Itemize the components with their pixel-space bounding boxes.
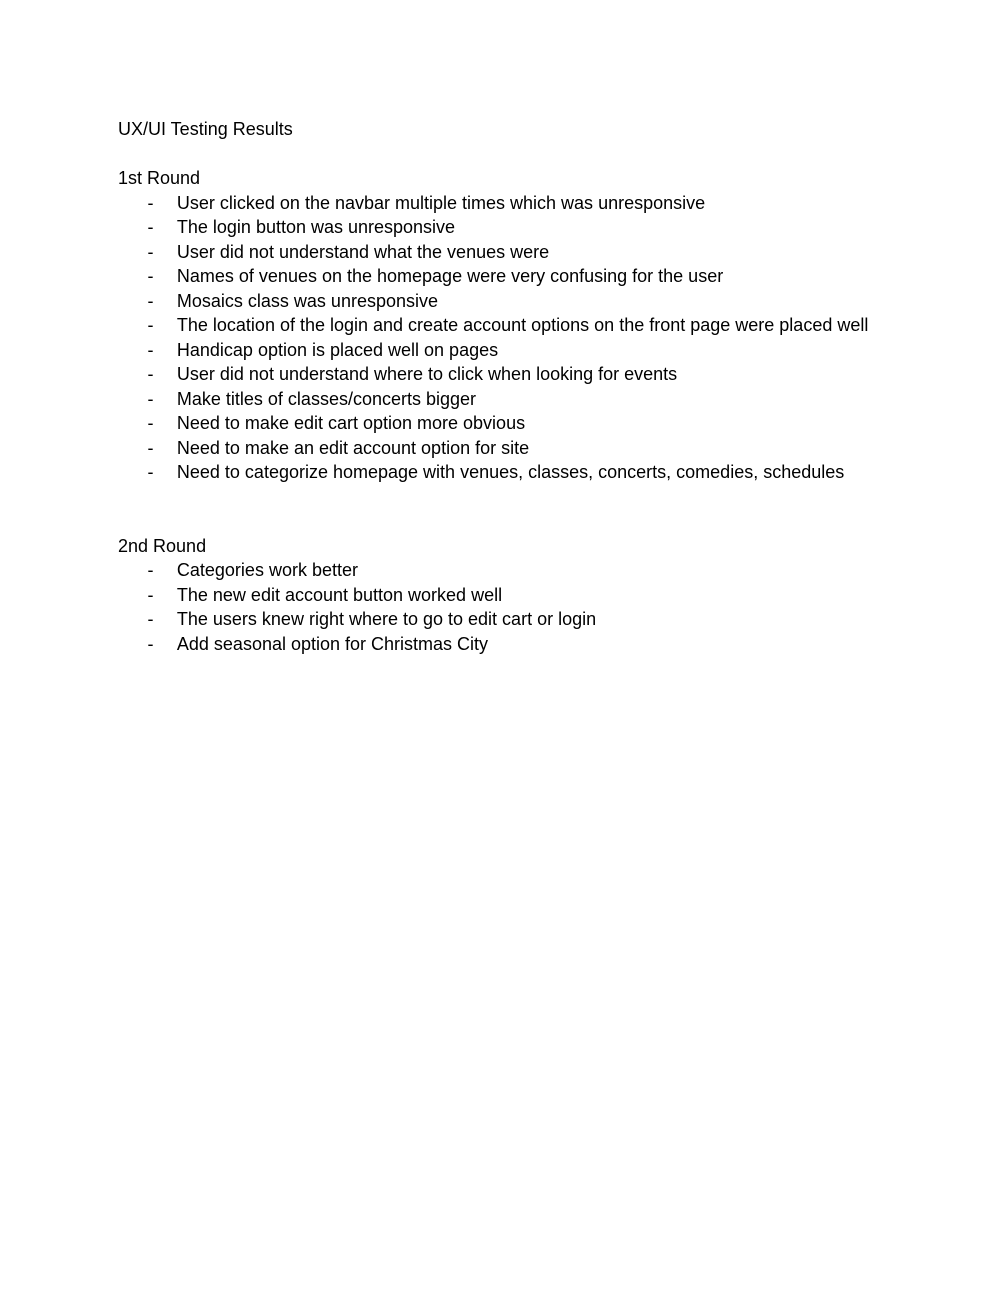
list-item-text: User did not understand what the venues were <box>176 241 550 262</box>
list-item-text: The users knew right where to go to edit cart or login <box>176 609 597 629</box>
section-heading: 2nd Round <box>118 535 207 556</box>
bullet-dash: - <box>147 584 154 605</box>
list-item <box>118 387 980 412</box>
bullet-dash: - <box>147 413 154 433</box>
bullet-dash: - <box>147 437 154 458</box>
list-item <box>118 264 980 289</box>
bullet-dash: - <box>147 266 154 286</box>
list-item-text: Need to make an edit account option for site <box>176 437 530 458</box>
list-item <box>118 240 980 265</box>
list-item-text: Mosaics class was unresponsive <box>176 290 438 311</box>
bullet-list-second-round <box>118 558 980 656</box>
list-item-text: Handicap option is placed well on pages <box>176 339 499 360</box>
list-item <box>118 338 980 363</box>
bullet-dash: - <box>147 560 154 580</box>
list-item <box>118 215 980 240</box>
list-item-text: The location of the login and create account options on the front page were placed well <box>176 315 869 335</box>
list-item-text: Need to categorize homepage with venues, classes, concerts, comedies, schedules <box>176 462 845 482</box>
list-item-text: Add seasonal option for Christmas City <box>176 633 489 654</box>
list-item <box>118 313 980 338</box>
bullet-dash: - <box>147 241 154 262</box>
section-heading: 1st Round <box>118 168 201 188</box>
bullet-dash: - <box>147 364 154 384</box>
bullet-dash: - <box>147 192 154 213</box>
list-item <box>118 362 980 387</box>
list-item-text: User did not understand where to click when looking for events <box>176 364 678 384</box>
list-item <box>118 411 980 436</box>
bullet-dash: - <box>147 462 154 482</box>
list-item-text: Names of venues on the homepage were very confusing for the user <box>176 266 724 286</box>
bullet-dash: - <box>147 388 154 409</box>
list-item <box>118 632 980 657</box>
list-item <box>118 436 980 461</box>
bullet-dash: - <box>147 315 154 335</box>
list-item <box>118 607 980 632</box>
bullet-dash: - <box>147 339 154 360</box>
list-item <box>118 583 980 608</box>
list-item-text: The login button was unresponsive <box>176 217 456 237</box>
list-item <box>118 558 980 583</box>
bullet-dash: - <box>147 609 154 629</box>
list-item-text: Make titles of classes/concerts bigger <box>176 388 477 409</box>
list-item-text: The new edit account button worked well <box>176 584 503 605</box>
bullet-dash: - <box>147 633 154 654</box>
list-item-text: Need to make edit cart option more obvious <box>176 413 526 433</box>
bullet-list-first-round <box>118 191 980 485</box>
list-item-text: User clicked on the navbar multiple times which was unresponsive <box>176 192 706 213</box>
document-title: UX/UI Testing Results <box>118 119 293 139</box>
list-item-text: Categories work better <box>176 560 358 580</box>
bullet-dash: - <box>147 290 154 311</box>
list-item <box>118 460 980 485</box>
list-item <box>118 191 980 216</box>
bullet-dash: - <box>147 217 154 237</box>
section-second-round <box>118 534 980 657</box>
list-item <box>118 289 980 314</box>
section-first-round <box>118 166 980 485</box>
